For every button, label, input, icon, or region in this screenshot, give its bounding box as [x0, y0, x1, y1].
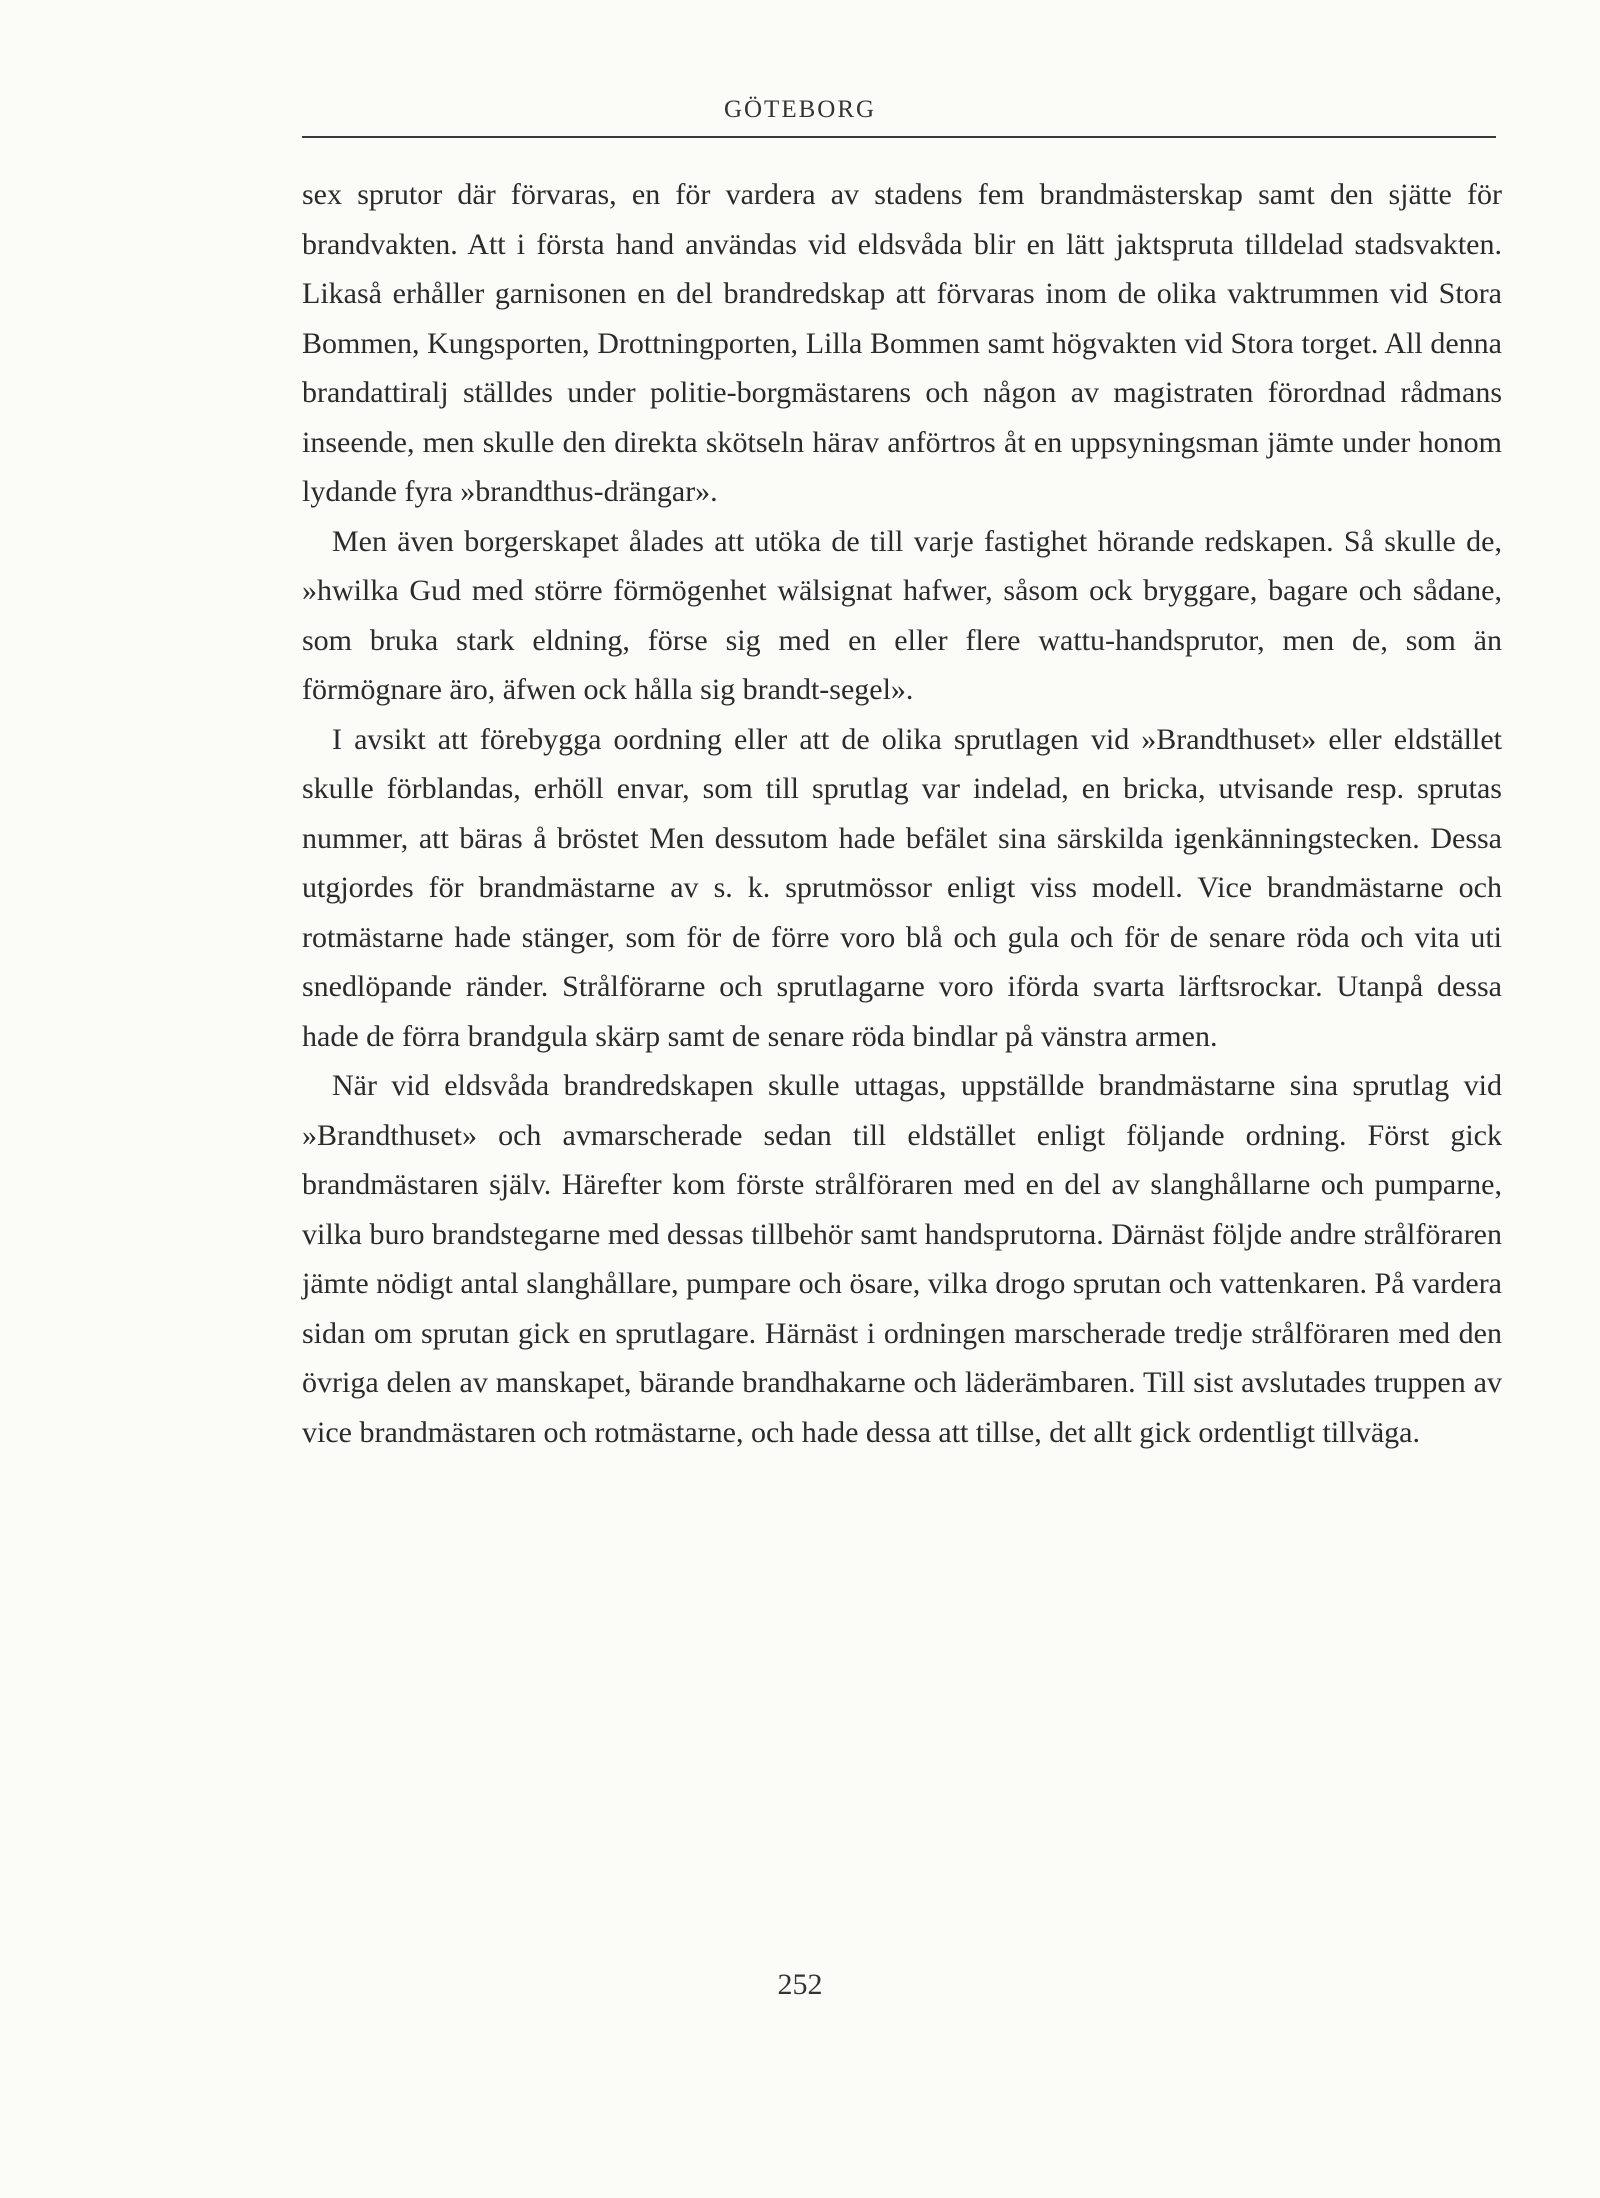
page-number: 252: [777, 1968, 823, 2001]
body-text: [302, 170, 1502, 1457]
header-rule: [302, 136, 1496, 138]
paragraph-2: Men även borgerskapet ålades att utöka de till varje fastighet hörande redskapen. Så skulle de, »hwilka Gud med större förmögenhet wälsignat hafwer, såsom ock bryggare, bagare och sådane, som bruka stark eldning, förse sig med en eller flere wattu-handsprutor, men de, som än förmögnare äro, äfwen ock hålla sig brandt-segel».: [302, 524, 1502, 706]
paragraph-4: När vid eldsvåda brandredskapen skulle uttagas, uppställde brandmästarne sina sprutlag vid »Brandthuset» och avmarscherade sedan till eldstället enligt följande ordning. Först gick brandmästaren själv. Härefter kom förste strålföraren med en del av slanghållarne och pumparne, vilka buro brandstegarne med dessas tillbehör samt handsprutorna. Därnäst följde andre strålföraren jämte nödigt antal slanghållare, pumpare och ösare, vilka drogo sprutan och vattenkaren. På vardera sidan om sprutan gick en sprutlagare. Härnäst i ordningen marscherade tredje strålföraren med den övriga delen av manskapet, bärande brandhakarne och läderämbaren. Till sist avslutades truppen av vice brandmästaren och rotmästarne, och hade dessa att tillse, det allt gick ordentligt tillväga.: [302, 1069, 1502, 1449]
paragraph-1: sex sprutor där förvaras, en för vardera av stadens fem brandmästerskap samt den sjätte för brandvakten. Att i första hand användas vid eldsvåda blir en lätt jaktspruta tilldelad stadsvakten. Likaså erhåller garnisonen en del brandredskap att förvaras inom de olika vaktrummen vid Stora Bommen, Kungsporten, Drottningporten, Lilla Bommen samt högvakten vid Stora torget. All denna brandattiralj ställdes under politie-borgmästarens och någon av magistraten förordnad rådmans inseende, men skulle den direkta skötseln härav anförtros åt en uppsyningsman jämte under honom lydande fyra »brandthus-drängar».: [302, 178, 1502, 508]
running-header: GÖTEBORG: [723, 96, 877, 123]
paragraph-3: I avsikt att förebygga oordning eller att de olika sprutlagen vid »Brandthuset» eller eldstället skulle förblandas, erhöll envar, som till sprutlag var indelad, en bricka, utvisande resp. sprutas nummer, att bäras å bröstet Men dessutom hade befälet sina särskilda igenkänningstecken. Dessa utgjordes för brandmästarne av s. k. sprutmössor enligt viss modell. Vice brandmästarne och rotmästarne hade stänger, som för de förre voro blå och gula och för de senare röda och vita uti snedlöpande ränder. Strålförarne och sprutlagarne voro iförda svarta lärftsrockar. Utanpå dessa hade de förra brandgula skärp samt de senare röda bindlar på vänstra armen.: [302, 722, 1502, 1053]
